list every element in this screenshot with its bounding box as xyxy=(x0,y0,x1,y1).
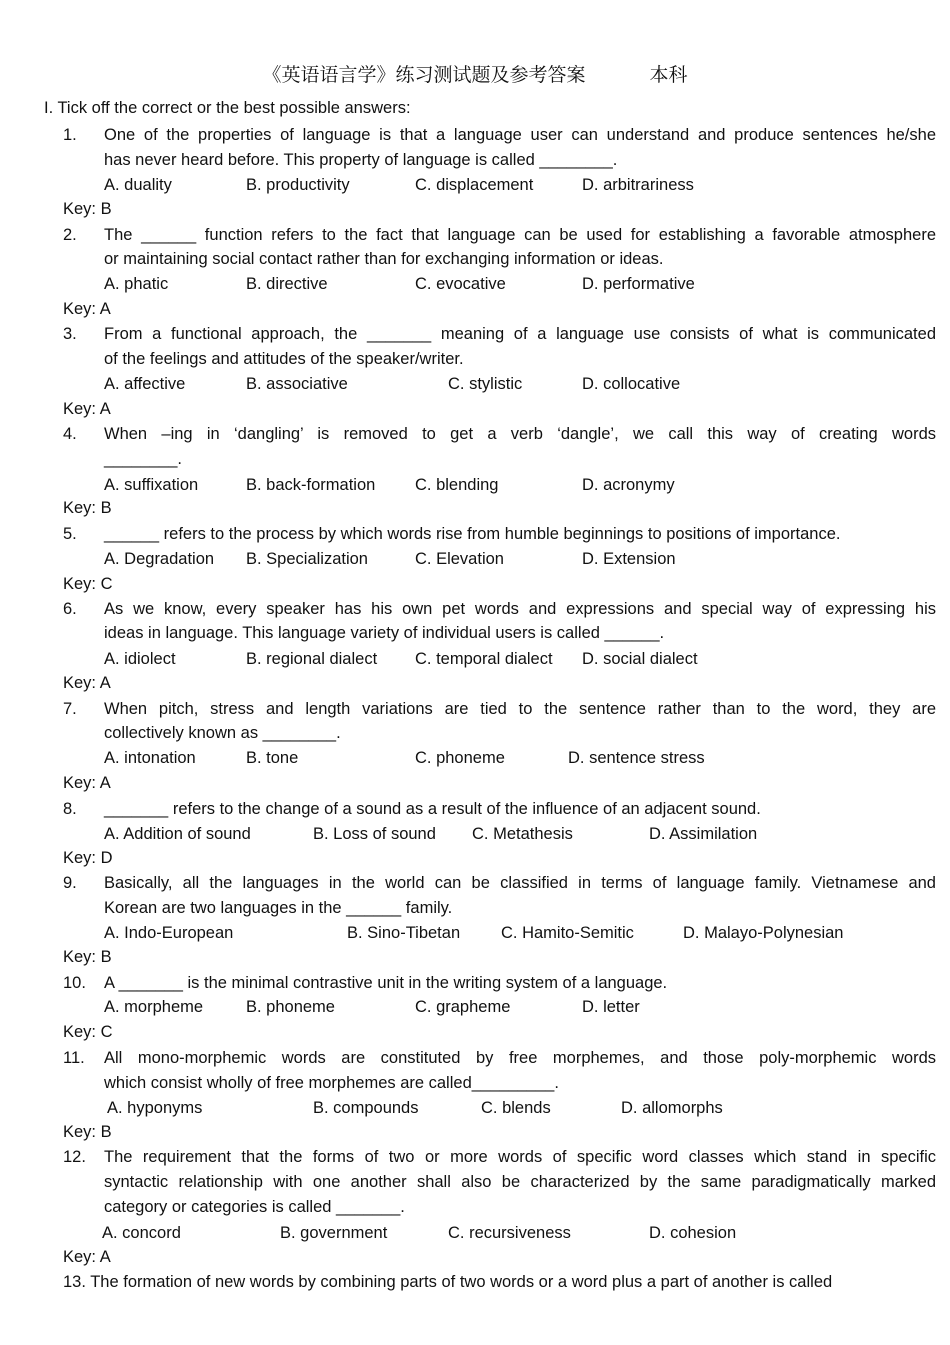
question-2-number: 2. xyxy=(63,226,77,244)
question-3-option-d: D. collocative xyxy=(582,375,681,393)
question-1-stem-line-1: One of the properties of language is that a language user can understand and produce sentences he/she xyxy=(104,126,936,144)
question-9-option-a: A. Indo-European xyxy=(104,924,234,942)
question-7-answer-key: Key: A xyxy=(63,774,111,792)
question-3-stem-line-2: of the feelings and attitudes of the speaker/writer. xyxy=(104,350,464,368)
question-10-option-d: D. letter xyxy=(582,998,640,1016)
question-10-option-c: C. grapheme xyxy=(415,998,511,1016)
question-7-stem-line-1: When pitch, stress and length variations are tied to the sentence rather than to the word, they are xyxy=(104,700,936,718)
question-3-option-b: B. associative xyxy=(246,375,348,393)
question-11-option-c: C. blends xyxy=(481,1099,551,1117)
question-5-option-b: B. Specialization xyxy=(246,550,368,568)
question-12-option-a: A. concord xyxy=(102,1224,181,1242)
question-11-answer-key: Key: B xyxy=(63,1123,112,1141)
question-2-option-d: D. performative xyxy=(582,275,695,293)
question-12-number: 12. xyxy=(63,1148,86,1166)
question-10-number: 10. xyxy=(63,974,86,992)
question-8-option-d: D. Assimilation xyxy=(649,825,758,843)
question-7-option-b: B. tone xyxy=(246,749,299,767)
question-8-option-b: B. Loss of sound xyxy=(313,825,436,843)
question-1-option-d: D. arbitrariness xyxy=(582,176,694,194)
question-11-option-a: A. hyponyms xyxy=(107,1099,203,1117)
question-8-option-c: C. Metathesis xyxy=(472,825,573,843)
question-7-number: 7. xyxy=(63,700,77,718)
question-11-stem-line-2: which consist wholly of free morphemes are called_________. xyxy=(104,1074,559,1092)
question-4-number: 4. xyxy=(63,425,77,443)
question-5-option-c: C. Elevation xyxy=(415,550,504,568)
question-12-option-b: B. government xyxy=(280,1224,388,1242)
question-4-option-c: C. blending xyxy=(415,476,499,494)
question-10-option-a: A. morpheme xyxy=(104,998,204,1016)
question-1-option-b: B. productivity xyxy=(246,176,350,194)
question-8-number: 8. xyxy=(63,800,77,818)
question-8-answer-key: Key: D xyxy=(63,849,113,867)
question-9-option-c: C. Hamito-Semitic xyxy=(501,924,634,942)
question-9-answer-key: Key: B xyxy=(63,948,112,966)
question-12-stem-line-1: The requirement that the forms of two or more words of specific word classes which stand in specific xyxy=(104,1148,936,1166)
question-6-answer-key: Key: A xyxy=(63,674,111,692)
question-5-number: 5. xyxy=(63,525,77,543)
question-1-answer-key: Key: B xyxy=(63,200,112,218)
question-12-option-d: D. cohesion xyxy=(649,1224,737,1242)
question-4-stem-line-2: ________. xyxy=(104,450,182,468)
question-7-stem-line-2: collectively known as ________. xyxy=(104,724,341,742)
question-8-stem-line-1: _______ refers to the change of a sound as a result of the influence of an adjacent sound. xyxy=(104,800,761,818)
title-main: 《英语语言学》练习测试题及参考答案 xyxy=(262,64,586,86)
question-1-option-c: C. displacement xyxy=(415,176,534,194)
question-5-answer-key: Key: C xyxy=(63,575,113,593)
question-12-answer-key: Key: A xyxy=(63,1248,111,1266)
page-title xyxy=(0,60,950,87)
question-1-option-a: A. duality xyxy=(104,176,172,194)
question-6-option-d: D. social dialect xyxy=(582,650,698,668)
question-3-answer-key: Key: A xyxy=(63,400,111,418)
question-6-number: 6. xyxy=(63,600,77,618)
question-2-stem-line-1: The ______ function refers to the fact that language can be used for establishing a favorable atmosphere xyxy=(104,226,936,244)
question-4-stem-line-1: When –ing in ‘dangling’ is removed to get a verb ‘dangle’, we call this way of creating words xyxy=(104,425,936,443)
question-4-answer-key: Key: B xyxy=(63,499,112,517)
question-4-option-b: B. back-formation xyxy=(246,476,376,494)
question-11-number: 11. xyxy=(63,1049,85,1067)
question-13-stem: 13. The formation of new words by combining parts of two words or a word plus a part of another is called xyxy=(63,1273,833,1291)
question-8-option-a: A. Addition of sound xyxy=(104,825,251,843)
question-7-option-c: C. phoneme xyxy=(415,749,505,767)
question-6-option-b: B. regional dialect xyxy=(246,650,378,668)
question-10-answer-key: Key: C xyxy=(63,1023,113,1041)
question-7-option-d: D. sentence stress xyxy=(568,749,705,767)
question-3-option-a: A. affective xyxy=(104,375,186,393)
question-2-option-b: B. directive xyxy=(246,275,328,293)
question-5-option-a: A. Degradation xyxy=(104,550,215,568)
title-level: 本科 xyxy=(649,64,688,86)
question-12-stem-line-3: category or categories is called _______. xyxy=(104,1198,405,1216)
question-6-stem-line-2: ideas in language. This language variety of individual users is called ______. xyxy=(104,624,665,642)
question-6-option-c: C. temporal dialect xyxy=(415,650,553,668)
question-12-stem-line-2: syntactic relationship with one another shall also be characterized by the same paradigmatically marked xyxy=(104,1173,936,1191)
question-5-option-d: D. Extension xyxy=(582,550,676,568)
section-heading: I. Tick off the correct or the best possible answers: xyxy=(44,99,411,117)
question-2-option-c: C. evocative xyxy=(415,275,506,293)
question-11-option-b: B. compounds xyxy=(313,1099,419,1117)
question-6-stem-line-1: As we know, every speaker has his own pet words and expressions and special way of expressing his xyxy=(104,600,936,618)
question-5-stem-line-1: ______ refers to the process by which words rise from humble beginnings to positions of importance. xyxy=(104,525,841,543)
question-11-option-d: D. allomorphs xyxy=(621,1099,723,1117)
question-2-option-a: A. phatic xyxy=(104,275,169,293)
question-6-option-a: A. idiolect xyxy=(104,650,176,668)
question-10-stem-line-1: A _______ is the minimal contrastive unit in the writing system of a language. xyxy=(104,974,668,992)
question-9-number: 9. xyxy=(63,874,77,892)
question-11-stem-line-1: All mono-morphemic words are constituted by free morphemes, and those poly-morphemic words xyxy=(104,1049,936,1067)
question-10-option-b: B. phoneme xyxy=(246,998,335,1016)
question-9-stem-line-2: Korean are two languages in the ______ family. xyxy=(104,899,453,917)
question-9-option-b: B. Sino-Tibetan xyxy=(347,924,461,942)
question-12-option-c: C. recursiveness xyxy=(448,1224,571,1242)
question-9-option-d: D. Malayo-Polynesian xyxy=(683,924,844,942)
question-3-number: 3. xyxy=(63,325,77,343)
question-1-number: 1. xyxy=(63,126,77,144)
question-9-stem-line-1: Basically, all the languages in the world can be classified in terms of language family. Vietnamese and xyxy=(104,874,936,892)
question-1-stem-line-2: has never heard before. This property of language is called ________. xyxy=(104,151,618,169)
question-7-option-a: A. intonation xyxy=(104,749,196,767)
question-4-option-a: A. suffixation xyxy=(104,476,199,494)
question-3-option-c: C. stylistic xyxy=(448,375,523,393)
question-2-stem-line-2: or maintaining social contact rather than for exchanging information or ideas. xyxy=(104,250,664,268)
question-3-stem-line-1: From a functional approach, the _______ meaning of a language use consists of what is communicated xyxy=(104,325,936,343)
question-2-answer-key: Key: A xyxy=(63,300,111,318)
question-4-option-d: D. acronymy xyxy=(582,476,675,494)
